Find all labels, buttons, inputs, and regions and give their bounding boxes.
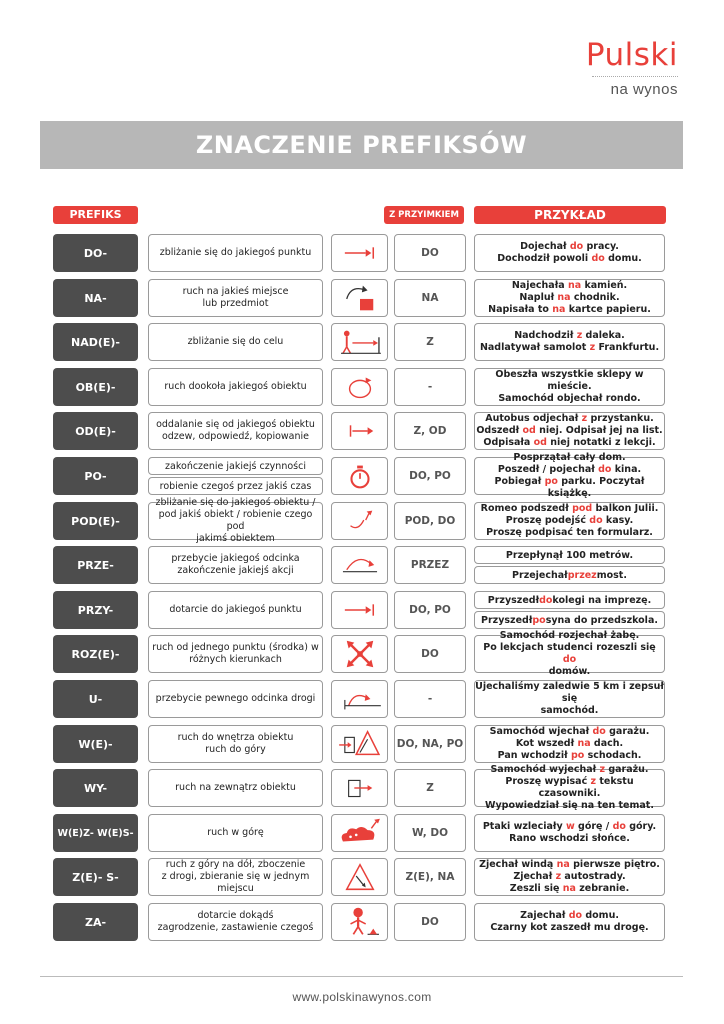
example-text: Samochód wyjechał (490, 764, 600, 775)
example-box (474, 725, 665, 763)
example-text: daleka. (582, 330, 625, 341)
example-text: Samochód rozjechał żabę. (499, 630, 640, 641)
example-preposition: do (612, 821, 626, 832)
example-preposition: po (532, 614, 546, 626)
example-text: Posprzątał cały dom. (513, 452, 626, 463)
example-line (490, 922, 648, 934)
table-row (53, 903, 665, 941)
preposition-box: - (394, 368, 466, 406)
table-row (53, 591, 665, 629)
example-line (497, 253, 641, 265)
preposition-box: POD, DO (394, 502, 466, 540)
meaning-line: miejscu (217, 883, 254, 894)
example-box (474, 323, 665, 361)
prefix-label: NA- (53, 279, 138, 317)
example-preposition: na (552, 304, 566, 315)
preposition-box: DO (394, 635, 466, 673)
example-box (474, 412, 665, 450)
example-line (512, 280, 627, 292)
preposition-box: Z(E), NA (394, 858, 466, 896)
example-line (513, 452, 625, 464)
logo-sub: na wynos (610, 81, 678, 98)
example-text: zebranie. (575, 883, 630, 894)
meaning-line: ruch dookoła jakiegoś obiektu (164, 381, 307, 392)
example-text: Romeo podszedł (480, 503, 573, 514)
example-preposition: na (556, 859, 570, 870)
prefix-label: PRZY- (53, 591, 138, 629)
table-row (53, 858, 665, 896)
example-preposition: z (590, 776, 597, 787)
meaning-line: zbliżanie się do jakiegoś obiektu / (155, 497, 316, 508)
mountain-down-icon (332, 859, 388, 895)
example-text: Napisała to (488, 304, 553, 315)
table-row (53, 497, 665, 544)
table-row (53, 630, 665, 677)
table-row (53, 725, 665, 763)
example-line (483, 437, 655, 449)
meaning-box (148, 234, 323, 272)
example-box (474, 764, 665, 811)
example-text: Nadchodził (514, 330, 577, 341)
example-box (474, 814, 665, 852)
example-line (513, 871, 625, 883)
example-text: kartce papieru. (565, 304, 651, 315)
example-text: kamień. (581, 280, 628, 291)
table-row (53, 279, 665, 317)
meaning-box (148, 903, 323, 941)
example-text: samochód. (540, 705, 599, 716)
icon-box (331, 412, 388, 450)
arrow-onto-box-icon (332, 280, 388, 316)
example-line (509, 833, 630, 845)
example-preposition: z (555, 871, 562, 882)
header-prep: Z PRZYIMKIEM (384, 206, 464, 224)
prefix-label: PO- (53, 457, 138, 495)
people-block-icon (332, 904, 388, 940)
example-text: Zeszli się (509, 883, 563, 894)
example-text: pracy. (583, 241, 619, 252)
table-row (53, 234, 665, 272)
person-approach-icon (332, 324, 388, 360)
example-text: Zjechał (513, 871, 556, 882)
example-preposition: na (577, 738, 591, 749)
example-text: garażu. (605, 726, 650, 737)
meaning-line: dotarcie dokądś (197, 910, 274, 921)
preposition-box: - (394, 680, 466, 718)
meaning-box (148, 769, 323, 807)
example-text: niej notatki z lekcji. (546, 437, 656, 448)
example-preposition: do (589, 515, 603, 526)
example-text: domu. (582, 910, 619, 921)
example-text: Dojechał (520, 241, 570, 252)
example-text: syna do przedszkola. (545, 614, 658, 626)
meaning-line: ruch z góry na dół, zboczenie (165, 859, 306, 870)
meaning-line: zakończenie jakiejś akcji (177, 565, 294, 576)
example-preposition: do (569, 241, 584, 252)
meaning-box (148, 546, 323, 584)
example-preposition: z (576, 330, 583, 341)
example-preposition: na (562, 883, 576, 894)
example-line (475, 642, 664, 666)
example-text: chodnik. (570, 292, 620, 303)
prefix-label: OB(E)- (53, 368, 138, 406)
icon-box (331, 814, 388, 852)
meaning-box (148, 497, 323, 544)
example-text: Najechała (511, 280, 568, 291)
example-box (474, 452, 665, 499)
example-text: schodach. (584, 750, 642, 761)
example-box (474, 566, 665, 584)
example-line (506, 515, 633, 527)
meaning-box (148, 858, 323, 896)
icon-box (331, 279, 388, 317)
arrow-from-line-icon (332, 413, 388, 449)
icon-box (331, 368, 388, 406)
example-preposition: do (592, 726, 606, 737)
example-line (475, 369, 664, 393)
example-text: Samochód wjechał (489, 726, 593, 737)
example-text: Nadlatywał samolot (479, 342, 590, 353)
meaning-line: ruch do góry (205, 744, 266, 755)
meaning-text: zakończenie jakiejś czynności (148, 457, 323, 475)
meaning-line: przebycie jakiegoś odcinka (171, 553, 300, 564)
example-text: Po lekcjach studenci rozeszli się (483, 642, 656, 653)
example-text: niej. Odpisał jej na list. (535, 425, 663, 436)
example-line (485, 413, 653, 425)
example-box (474, 611, 665, 629)
example-box (474, 903, 665, 941)
page-title: ZNACZENIE PREFIKSÓW (40, 121, 683, 169)
example-line (481, 503, 659, 515)
meaning-text: robienie czegoś przez jakiś czas (148, 477, 323, 495)
example-line (549, 666, 591, 678)
example-line (516, 738, 623, 750)
icon-box (331, 769, 388, 807)
example-box (474, 591, 665, 609)
meaning-line: ruch na zewnątrz obiektu (175, 782, 296, 793)
example-text: Przyszedł (487, 594, 540, 606)
example-text: garażu. (605, 764, 649, 775)
circle-arrow-icon (332, 369, 388, 405)
meaning-line: ruch na jakieś miejsce (182, 286, 289, 297)
arrow-out-box-icon (332, 770, 388, 806)
example-line (479, 859, 660, 871)
meaning-box (148, 635, 323, 673)
example-line (498, 393, 640, 405)
example-text: domów. (548, 666, 591, 677)
example-text: Proszę wypisać (505, 776, 591, 787)
arrow-into-box-mountain-icon (332, 726, 388, 762)
icon-box (331, 546, 388, 584)
meaning-box (148, 591, 323, 629)
example-box (474, 546, 665, 564)
example-text: Rano wschodzi słońce. (509, 833, 630, 844)
meaning-line: ruch od jednego punktu (środka) w (152, 642, 319, 653)
example-box (474, 279, 665, 317)
example-line (500, 630, 640, 642)
example-text: Ptaki wzleciały (482, 821, 566, 832)
arrows-outward-icon (332, 636, 388, 672)
meaning-line: z drogi, zbieranie się w jednym (161, 871, 310, 882)
icon-box (331, 680, 388, 718)
table-row (53, 814, 665, 852)
footer-url[interactable]: www.polskinawynos.com (292, 990, 432, 1004)
table-row (53, 764, 665, 811)
example-preposition: od (533, 437, 547, 448)
prefix-label: DO- (53, 234, 138, 272)
example-text: Autobus odjechał (485, 413, 582, 424)
example-text: Napluł (519, 292, 558, 303)
example-text: kolegi na imprezę. (552, 594, 652, 606)
icon-box (331, 591, 388, 629)
meaning-box (148, 725, 323, 763)
header-prefix: PREFIKS (53, 206, 138, 224)
meaning-box (148, 368, 323, 406)
meaning-box (148, 680, 323, 718)
prefix-label: ZA- (53, 903, 138, 941)
example-box (474, 630, 665, 677)
example-text: most. (596, 569, 627, 581)
prefix-label: Z(E)- S- (53, 858, 138, 896)
example-line (498, 464, 641, 476)
example-text: balkon Julii. (592, 503, 659, 514)
example-box (474, 234, 665, 272)
example-line (520, 241, 619, 253)
arrow-to-line-icon (332, 592, 388, 628)
meaning-line: odzew, odpowiedź, kopiowanie (161, 431, 310, 442)
example-text: domu. (604, 253, 642, 264)
prefix-label: PRZE- (53, 546, 138, 584)
table-row (53, 323, 665, 361)
example-text: Przyszedł (481, 614, 533, 626)
meaning-line: jakimś obiektem (196, 533, 275, 544)
table-row (53, 680, 665, 718)
example-line (486, 527, 653, 539)
preposition-box: DO (394, 903, 466, 941)
example-text: Frankfurtu. (595, 342, 660, 353)
preposition-box: PRZEZ (394, 546, 466, 584)
meaning-box (148, 323, 323, 361)
example-preposition: pod (572, 503, 593, 514)
example-text: Kot wszedł (515, 738, 578, 749)
example-preposition: na (567, 280, 582, 291)
example-text: góry. (625, 821, 657, 832)
icon-box (331, 457, 388, 495)
prefix-label: W(E)Z- W(E)S- (53, 814, 138, 852)
table-row (53, 412, 665, 450)
example-preposition: z (589, 342, 596, 353)
meaning-line: różnych kierunkach (189, 654, 282, 665)
footer-divider (40, 976, 683, 977)
table-row (53, 546, 665, 584)
meaning-line: ruch do wnętrza obiektu (177, 732, 294, 743)
example-text: autostrady. (561, 871, 626, 882)
preposition-box: DO, NA, PO (394, 725, 466, 763)
icon-box (331, 725, 388, 763)
meaning-line: ruch w górę (207, 827, 264, 838)
example-text: Odpisała (483, 437, 534, 448)
example-preposition: przez (567, 569, 597, 581)
prefix-label: WY- (53, 769, 138, 807)
icon-box (331, 502, 388, 540)
preposition-box: DO, PO (394, 591, 466, 629)
example-line (514, 330, 625, 342)
example-preposition: po (544, 476, 558, 487)
icon-box (331, 234, 388, 272)
example-box (474, 680, 665, 718)
example-line (490, 726, 650, 738)
meaning-line: lub przedmiot (202, 298, 269, 309)
preposition-box: Z, OD (394, 412, 466, 450)
meaning-line: zagrodzenie, zastawienie czegoś (157, 922, 314, 933)
icon-box (331, 858, 388, 896)
example-text: Pan wchodził (497, 750, 571, 761)
example-preposition: na (557, 292, 571, 303)
preposition-box: W, DO (394, 814, 466, 852)
meaning-line: zbliżanie się do jakiegoś punktu (159, 247, 312, 258)
example-line (520, 910, 619, 922)
example-line (483, 821, 656, 833)
example-box (474, 368, 665, 406)
example-preposition: z (599, 764, 606, 775)
prefix-label: ROZ(E)- (53, 635, 138, 673)
cloud-arrow-up-icon (332, 815, 388, 851)
example-line (485, 800, 654, 812)
example-text: Proszę podejść (505, 515, 590, 526)
stopwatch-icon (332, 458, 388, 494)
icon-box (331, 903, 388, 941)
example-text: Samochód objechał rondo. (498, 393, 641, 404)
logo-main: Pulski (585, 37, 678, 73)
example-text: kasy. (602, 515, 634, 526)
example-line (541, 705, 599, 717)
preposition-box: DO (394, 234, 466, 272)
example-text: przystanku. (587, 413, 654, 424)
example-line (490, 764, 648, 776)
meaning-line: oddalanie się od jakiegoś obiektu (156, 419, 315, 430)
arc-segment-icon (332, 681, 388, 717)
example-text: Obeszła wszystkie sklepy w mieście. (495, 369, 644, 392)
logo (586, 38, 678, 99)
example-line (476, 425, 662, 437)
meaning-box (148, 814, 323, 852)
meaning-line: dotarcie do jakiegoś punktu (169, 604, 302, 615)
example-text: tekstu czasowniki. (538, 776, 634, 799)
table-row (53, 452, 665, 499)
example-preposition: do (539, 594, 553, 606)
example-box (474, 858, 665, 896)
example-text: Przejechał (512, 569, 568, 581)
example-text: Ujechaliśmy zaledwie 5 km i zepsuł się (475, 681, 664, 704)
example-text: pierwsze piętro. (569, 859, 660, 870)
example-line (510, 883, 629, 895)
example-line (480, 342, 659, 354)
example-line (519, 292, 619, 304)
meaning-box (148, 279, 323, 317)
example-preposition: w (565, 821, 575, 832)
example-preposition: do (598, 464, 612, 475)
logo-divider (592, 76, 678, 78)
example-preposition: z (581, 413, 588, 424)
example-preposition: od (522, 425, 536, 436)
example-text: Przepłynął 100 metrów. (505, 549, 634, 561)
example-preposition: do (591, 253, 605, 264)
prefix-label: W(E)- (53, 725, 138, 763)
meaning-line: przebycie pewnego odcinka drogi (155, 693, 316, 704)
meaning-line: zbliżanie się do celu (187, 336, 284, 347)
example-text: Zjechał windą (479, 859, 557, 870)
example-text: Wypowiedział się na ten temat. (485, 800, 654, 811)
preposition-box: Z (394, 769, 466, 807)
example-line (475, 476, 664, 500)
meaning-line: pod jakiś obiekt / robienie czego pod (158, 509, 313, 532)
prefix-label: NAD(E)- (53, 323, 138, 361)
example-text: Odszedł (476, 425, 523, 436)
example-line (475, 776, 664, 800)
example-text: parku. Poczytał książkę. (547, 476, 645, 499)
example-text: Proszę podpisać ten formularz. (486, 527, 653, 538)
example-line (475, 681, 664, 705)
example-line (498, 750, 642, 762)
meaning-box (148, 412, 323, 450)
table-row (53, 368, 665, 406)
prefix-label: U- (53, 680, 138, 718)
example-preposition: po (570, 750, 585, 761)
prefix-label: OD(E)- (53, 412, 138, 450)
preposition-box: NA (394, 279, 466, 317)
arrow-up-curve-icon (332, 503, 388, 539)
preposition-box: DO, PO (394, 457, 466, 495)
example-text: górę / (574, 821, 613, 832)
arrow-to-line-icon (332, 235, 388, 271)
example-preposition: do (562, 654, 577, 665)
header-example: PRZYKŁAD (474, 206, 666, 224)
example-text: Poszedł / pojechał (497, 464, 599, 475)
prefix-label: POD(E)- (53, 502, 138, 540)
example-preposition: do (568, 910, 583, 921)
example-text: Zajechał (520, 910, 569, 921)
example-text: Czarny kot zaszedł mu drogę. (490, 922, 649, 933)
example-box (474, 502, 665, 540)
icon-box (331, 635, 388, 673)
icon-box (331, 323, 388, 361)
preposition-box: Z (394, 323, 466, 361)
example-line (488, 304, 651, 316)
arc-over-line-icon (332, 547, 388, 583)
example-text: kina. (611, 464, 642, 475)
example-text: dach. (590, 738, 624, 749)
example-text: Pobiegał (494, 476, 545, 487)
example-text: Dochodził powoli (497, 253, 592, 264)
